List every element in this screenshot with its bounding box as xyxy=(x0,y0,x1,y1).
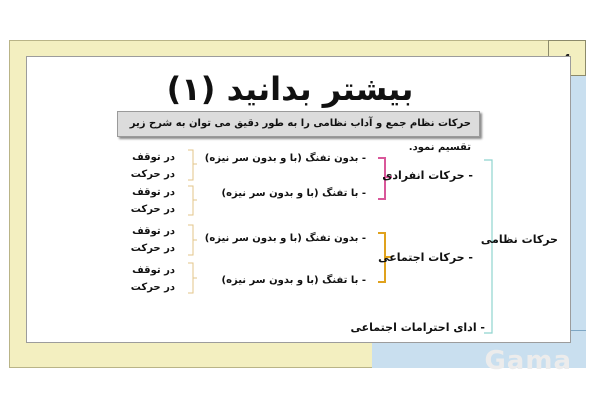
leaf-stationary: در توقف xyxy=(132,265,175,276)
node-salute: - ادای احترامات اجتماعی xyxy=(350,321,485,334)
brace-leaf xyxy=(188,186,197,215)
node-individual-rifle: - با تفنگ (با و بدون سر نیزه) xyxy=(221,188,366,199)
node-group: - حرکات اجتماعی xyxy=(378,251,473,264)
node-group-no-rifle: - بدون تفنگ (با و بدون سر نیزه) xyxy=(204,233,366,244)
watermark-logo: Gama xyxy=(484,346,572,376)
leaf-stationary: در توقف xyxy=(132,187,175,198)
brace-root xyxy=(484,160,497,333)
node-individual-no-rifle: - بدون تفنگ (با و بدون سر نیزه) xyxy=(204,153,366,164)
leaf-moving: در حرکت xyxy=(130,243,175,254)
leaf-stationary: در توقف xyxy=(132,152,175,163)
leaf-moving: در حرکت xyxy=(130,169,175,180)
node-group-rifle: - با تفنگ (با و بدون سر نیزه) xyxy=(221,275,366,286)
brace-leaf xyxy=(188,225,197,255)
leaf-moving: در حرکت xyxy=(130,204,175,215)
brace-leaf xyxy=(188,263,197,293)
slide-title: بیشتر بدانید (۱) xyxy=(166,70,414,108)
node-root: حرکات نظامی xyxy=(480,233,558,246)
leaf-stationary: در توقف xyxy=(132,226,175,237)
node-individual: - حرکات انفرادی xyxy=(382,169,473,182)
brace-leaf xyxy=(188,150,197,180)
slide-subtitle: حرکات نظام جمع و آداب نظامی را به طور دقیق می توان به شرح زیر تقسیم نمود. xyxy=(117,111,480,137)
leaf-moving: در حرکت xyxy=(130,282,175,293)
